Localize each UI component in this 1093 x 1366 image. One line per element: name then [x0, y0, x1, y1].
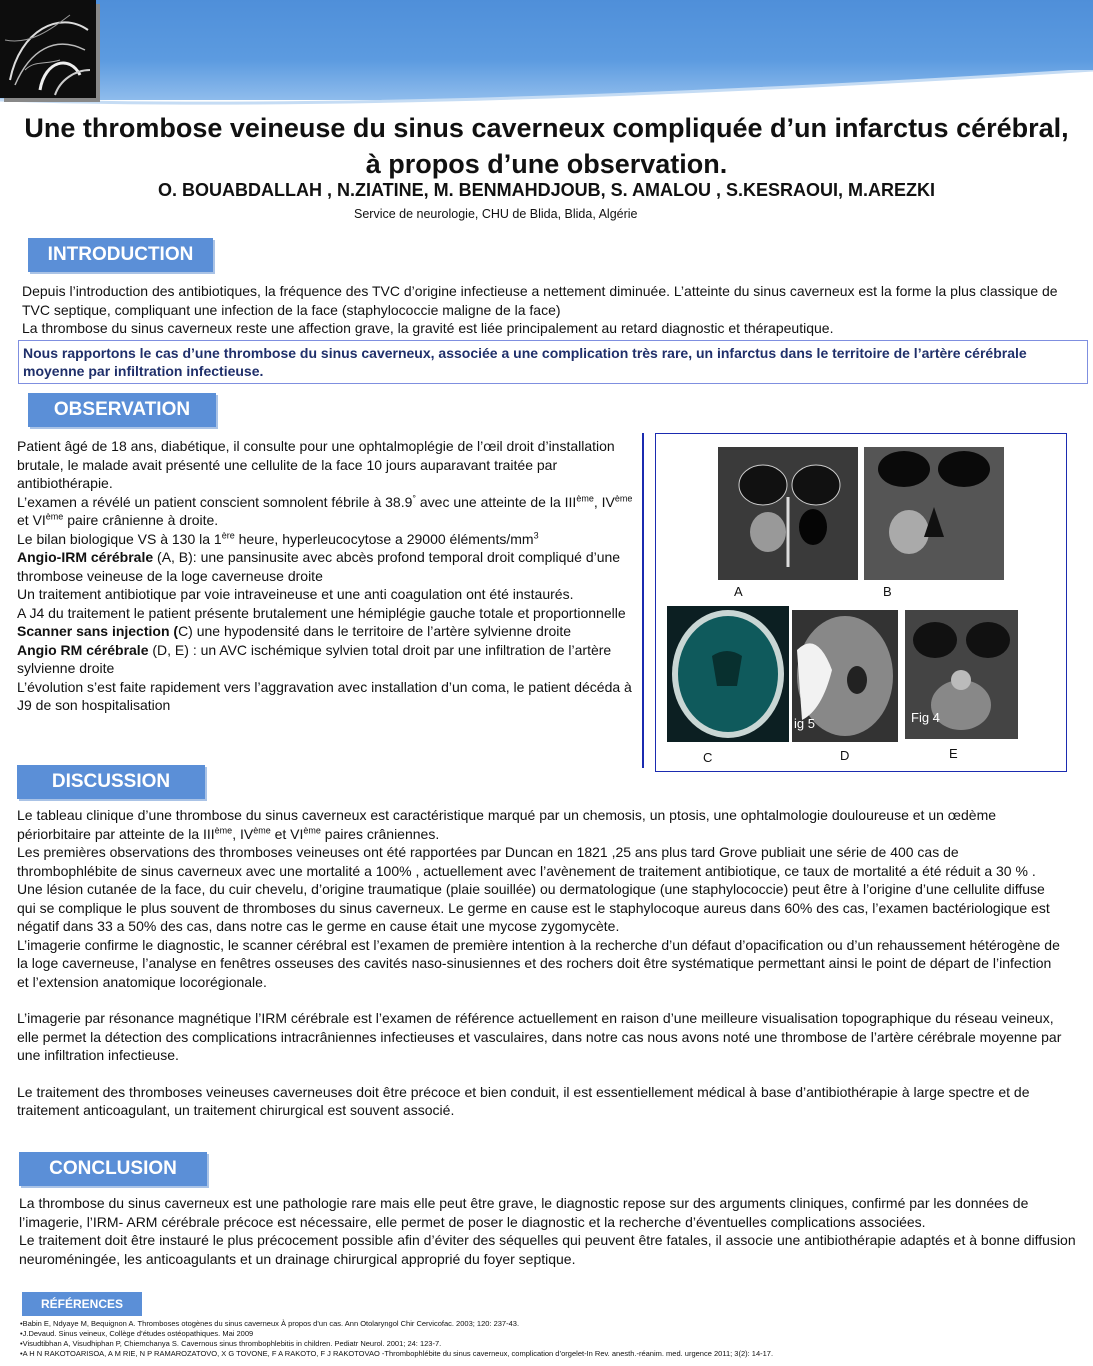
references-heading: RÉFÉRENCES [22, 1292, 142, 1316]
figure-label-b: B [883, 584, 892, 599]
ct-image-c [667, 606, 789, 742]
introduction-paragraph: Depuis l’introduction des antibiotiques, la fréquence des TVC d’origine infectieuse a nettement diminuée. L’atteinte du sinus caverneux est la forme la plus classique de TVC septique, compliquant une infection de la face (staphylococcie maligne de la face) [22, 283, 1058, 318]
observation-paragraph: L’examen a révélé un patient conscient somnolent fébrile à 38.9° avec une atteinte de la IIIème, IVème et VIème paire crânienne à droite. [17, 492, 633, 528]
observation-heading: OBSERVATION [28, 393, 216, 427]
observation-paragraph: L’évolution s’est faite rapidement vers l’aggravation avec installation d’un coma, le patient décéda à J9 de son hospitalisation [17, 678, 632, 713]
reference-item: •Visudtibhan A, Visudhiphan P, Chiemchanya S. Cavernous sinus thrombophlebitis in children. Pediatr Neurol. 2001; 24: 123-7. [20, 1339, 442, 1348]
observation-paragraph: Un traitement antibiotique par voie intraveineuse et une anti coagulation ont été instaurés. [17, 586, 574, 602]
case-highlight-box: Nous rapportons le cas d’une thrombose du sinus caverneux, associée a une complication très rare, un infarctus dans le territoire de l’artère cérébrale moyenne par infiltration infectieuse. [18, 340, 1088, 384]
conclusion-text [19, 1194, 1079, 1268]
brain-angiogram-logo [0, 0, 96, 98]
discussion-paragraph: Le traitement des thromboses veineuses caverneuses doit être précoce et bien conduit, il est essentiellement médical à base d’antibiothérapie à large spectre et de traitement anticoagulant, un traitement chirurgical est souvent associé. [17, 1083, 1030, 1118]
mri-image-b [864, 447, 1004, 580]
figure-overlay-d: ig 5 [794, 716, 815, 731]
discussion-paragraph: L’imagerie confirme le diagnostic, le scanner cérébral est l’examen de première intention à la recherche d’un défaut d’opacification ou d’un rehaussement hétérogène de la loge caverneuse, l’analyse en fenêtres osseuses des cavités naso-sinusiennes et des rochers doit être systématique permettant ainsi le point de départ de l’infection et l’extension anatomique locorégionale. [17, 936, 1060, 990]
figure-label-c: C [703, 750, 713, 765]
figure-label-d: D [840, 748, 850, 763]
discussion-paragraph: Le tableau clinique d’une thrombose du sinus caverneux est caractéristique marqué par un chemosis, un ptosis, une ophtalmologie douloureuse et un œdème périorbitaire par atteinte de la IIIème, IVème et VIème paires crâniennes. [17, 807, 997, 842]
figure-overlay-e: Fig 4 [911, 710, 940, 725]
discussion-heading: DISCUSSION [17, 765, 205, 799]
reference-item: •J.Devaud. Sinus veineux, Collège d’études ostéopathiques. Mai 2009 [20, 1329, 254, 1338]
observation-text [17, 437, 635, 715]
observation-paragraph: Angio-IRM cérébrale (A, B): une pansinusite avec abcès profond temporal droit compliqué d’une thrombose veineuse de la loge caverneuse droite [17, 549, 621, 584]
conclusion-paragraph: La thrombose du sinus caverneux est une pathologie rare mais elle peut être grave, le diagnostic repose sur des arguments cliniques, confirmé par les données de l’imagerie, l’IRM- ARM cérébrale précoce est nécessaire, elle permet de poser le diagnostic et la recherche d’éventuelles complications associées. [19, 1195, 1029, 1230]
observation-paragraph: Patient âgé de 18 ans, diabétique, il consulte pour une ophtalmoplégie de l’œil droit d’installation brutale, le malade avait présenté une cellulite de la face 10 jours auparavant traitée par antibiothérapie. [17, 438, 615, 491]
authors: O. BOUABDALLAH , N.ZIATINE, M. BENMAHDJOUB, S. AMALOU , S.KESRAOUI, M.AREZKI [158, 180, 935, 200]
discussion-paragraph: Les premières observations des thromboses veineuses ont été rapportées par Duncan en 1821 ,25 ans plus tard Grove publiait une série de 400 cas de thrombophlébite de sinus caverneux avec une mortalité a 100% , actuellement avec l’avènement de traitement antibiotique, ce taux de mortalité a été réduit a 30 % . [17, 844, 1036, 879]
introduction-text [22, 282, 1062, 338]
reference-item: •A H N RAKOTOARISOA, A M RIE, N P RAMAROZATOVO, X G TOVONE, F A RAKOTO, F J RAKOTOVAO -Thrombophlébite du sinus caverneux, complication d’orgelet-In Rev. anesth.-réanim. med. urgence 2011; 3(2): 14-17. [20, 1349, 774, 1358]
observation-paragraph: Scanner sans injection (C) une hypodensité dans le territoire de l’artère sylvienne droite [17, 623, 572, 639]
affiliation: Service de neurologie, CHU de Blida, Blida, Algérie [354, 207, 638, 221]
figure-label-a: A [734, 584, 743, 599]
observation-paragraph: Le bilan biologique VS à 130 la 1ère heure, hyperleucocytose a 29000 éléments/$mm^3$ [17, 529, 539, 547]
mri-image-a [718, 447, 858, 580]
observation-paragraph: A J4 du traitement le patient présente brutalement une hémiplégie gauche totale et proportionnelle [17, 604, 626, 621]
references-list [20, 1319, 1080, 1359]
introduction-paragraph: La thrombose du sinus caverneux reste une affection grave, la gravité est liée principalement au retard diagnostic et thérapeutique. [22, 320, 834, 336]
conclusion-paragraph: Le traitement doit être instauré le plus précocement possible afin d’éviter des séquelles qui peuvent être fatales, il associe une antibiothérapie adaptés et à bonne diffusion neuroméningée, les anticoagulants et un drainage chirurgical approprié du foyer septique. [19, 1232, 1076, 1267]
discussion-paragraph: L’imagerie par résonance magnétique l’IRM cérébrale est l’examen de référence actuellement en raison d’une meilleure visualisation topographique du réseau veineux, elle permet la détection des complications intracrâniennes infectieuses et vasculaires, dans notre cas nous avons noté une thrombose de l’artère cérébrale moyenne par une infiltration infectieuse. [17, 1010, 1062, 1063]
reference-item: •Babin E, Ndyaye M, Bequignon A. Thromboses otogènes du sinus caverneux À propos d’un cas. Ann Otolaryngol Chir Cervicofac. 2003; 120: 237-43. [20, 1319, 520, 1328]
mri-image-d [792, 610, 898, 742]
conclusion-heading: CONCLUSION [19, 1152, 207, 1186]
poster-title: Une thrombose veineuse du sinus caverneux compliquée d’un infarctus cérébral, à propos d’une observation. [24, 113, 1069, 179]
discussion-paragraph: Une lésion cutanée de la face, du cuir chevelu, d’origine traumatique (plaie souillée) ou dermatologique (une staphylococcie) peut être à l’origine d’une cellulite diffuse qui se complique le plus souvent de thromboses du sinus caverneux. Le germe en cause est le staphylocoque aureus dans 60% des cas, l’examen bactériologique est négatif dans 33 a 50% des cas, dans notre cas le germe en cause était une mycose zygomycète. [17, 881, 1050, 934]
figure-divider [642, 433, 644, 768]
observation-paragraph: Angio RM cérébrale (D, E) : un AVC ischémique sylvien total droit par une infiltration de l’artère sylvienne droite [17, 641, 612, 676]
figure-label-e: E [949, 746, 958, 761]
introduction-heading: INTRODUCTION [28, 238, 213, 272]
discussion-text [17, 806, 1062, 1120]
mri-image-e [905, 610, 1018, 739]
